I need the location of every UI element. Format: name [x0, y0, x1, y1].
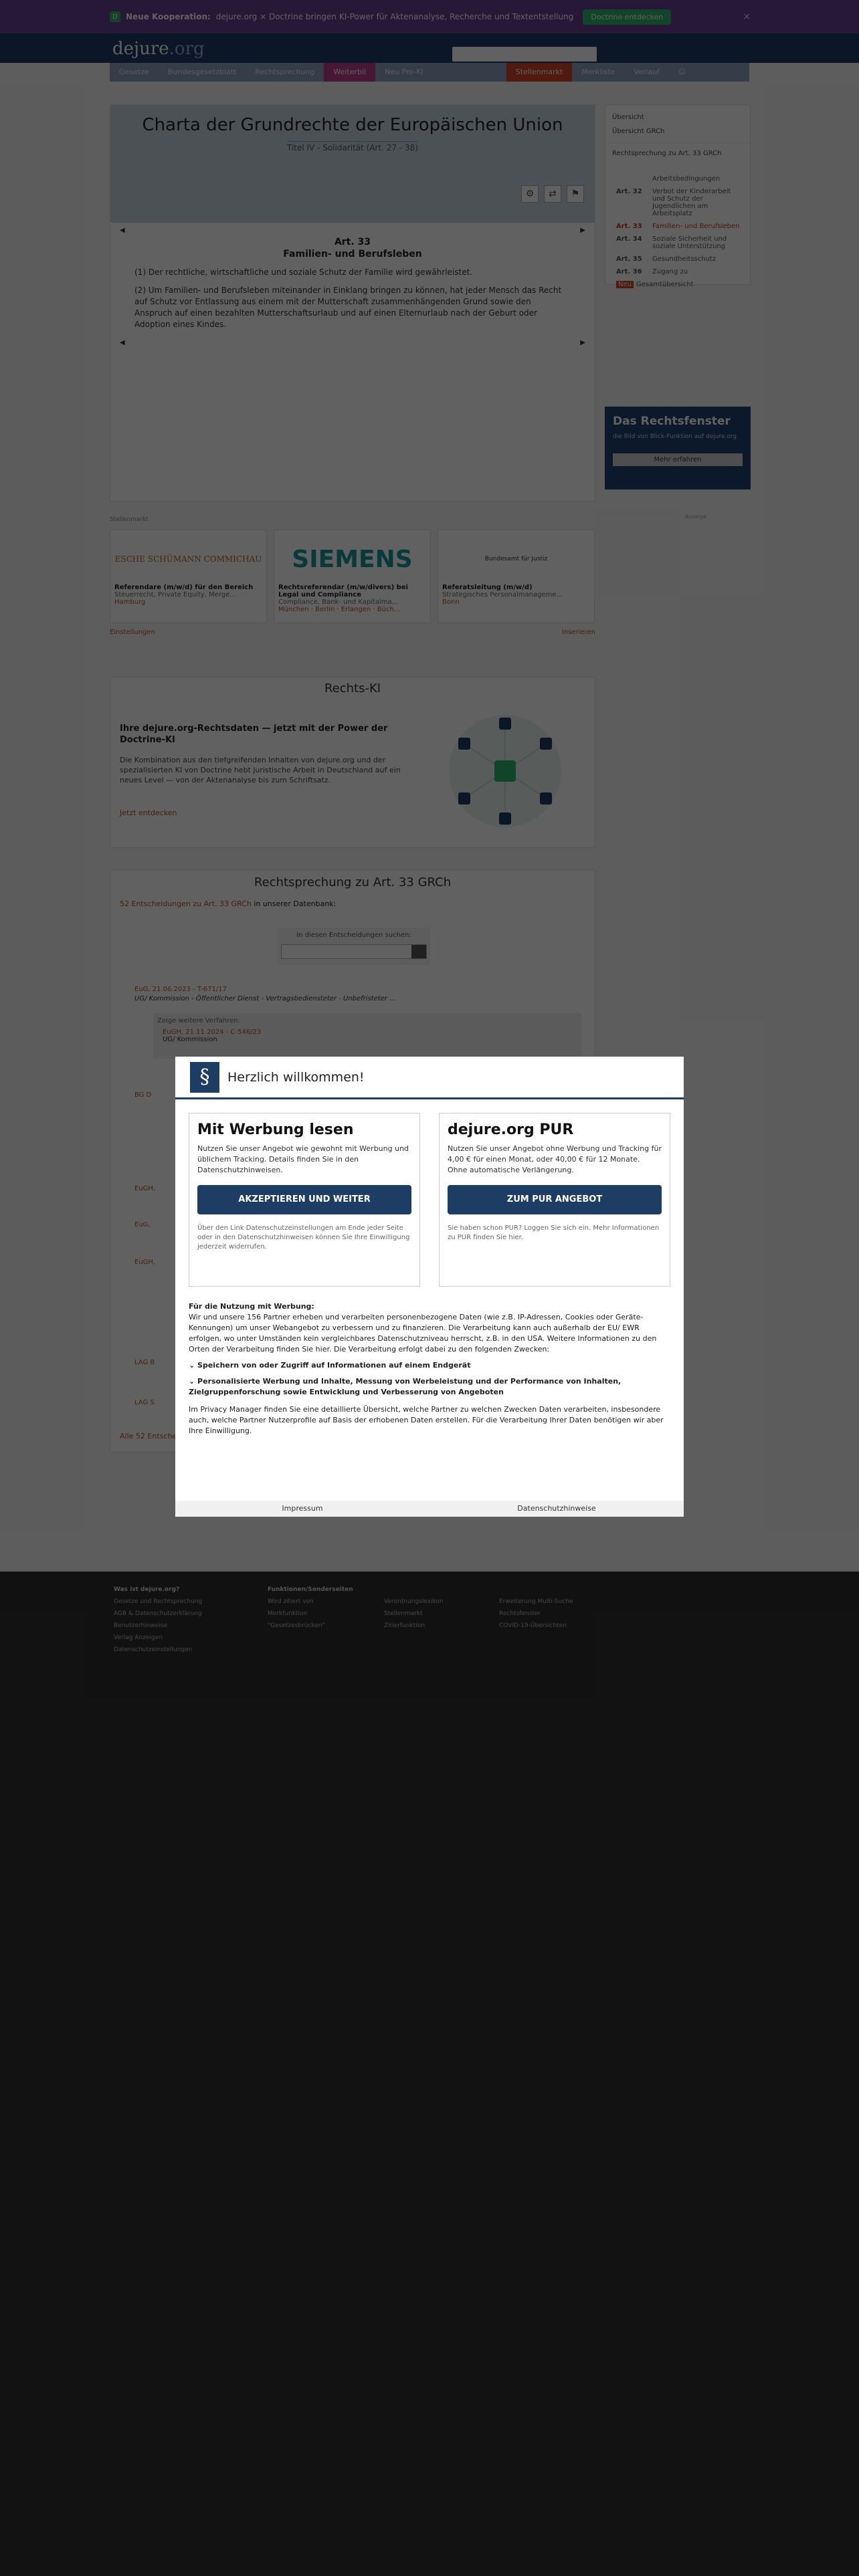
option-with-ads [189, 1113, 420, 1287]
purpose-accordion-2[interactable] [189, 1376, 672, 1398]
usage-title: Für die Nutzung mit Werbung: [189, 1302, 314, 1311]
impressum-link[interactable]: Impressum [282, 1504, 323, 1513]
chevron-down-icon: ⌄ [189, 1361, 198, 1370]
option-pur [439, 1113, 670, 1287]
dejure-logo-icon: § [190, 1062, 219, 1093]
privacy-link[interactable]: Datenschutzhinweise [517, 1504, 596, 1513]
purpose-label: Personalisierte Werbung und Inhalte, Messung von Werbeleistung und der Performance von Inhalten, Zielgruppenforschung sowie Entwicklung und Verbesserung von Angeboten [189, 1377, 622, 1396]
privacy-text: Im Privacy Manager finden Sie eine detaillierte Übersicht, welche Partner zu welchen Zwecken Daten verarbeiten, insbesondere auch, welche Partner Nutzerprofile auf Basis der erhobenen Daten erstellen. Für die Verarbeitung Ihrer Daten benötigen wir aber Ihre Einwilligung. [189, 1405, 664, 1435]
usage-text: Wir und unsere 156 Partner erheben und verarbeiten personenbezogene Daten (wie z.B. IP-Adressen, Cookies oder Geräte-Kennungen) um unser Webangebot zu verbessern und zu finanzieren. Die Verarbeitung kann auch außerhalb der EU/ EWR erfolgen, wo unter Umständen kein vergleichbares Datenschutzniveau herrscht, z.B. in den USA. Weitere Informationen zu den Orten der Verarbeitung finden Sie hier. Die Verarbeitung erfolgt dabei zu den folgenden Zwecken: [189, 1313, 657, 1354]
purpose-label: Speichern von oder Zugriff auf Informationen auf einem Endgerät [197, 1361, 471, 1370]
option1-title: Mit Werbung lesen [197, 1121, 354, 1138]
consent-modal [175, 1057, 684, 1517]
option2-title: dejure.org PUR [448, 1121, 574, 1138]
chevron-down-icon: ⌄ [189, 1377, 198, 1386]
option1-small: Über den Link Datenschutzeinstellungen am Ende jeder Seite oder in den Datenschutzhinweisen können Sie Ihre Einwilligung jederzeit widerrufen. [197, 1224, 410, 1251]
modal-details [189, 1301, 672, 1436]
modal-footer [175, 1501, 684, 1517]
pur-offer-button[interactable]: ZUM PUR ANGEBOT [448, 1185, 662, 1214]
option2-small: Sie haben schon PUR? Loggen Sie sich ein. Mehr Informationen zu PUR finden Sie hier. [448, 1224, 660, 1241]
modal-header [175, 1057, 684, 1099]
purpose-accordion-1[interactable] [189, 1360, 672, 1371]
option2-text: Nutzen Sie unser Angebot ohne Werbung und Tracking für 4,00 € für einen Monat, oder 40,00 € für 12 Monate. Ohne automatische Verlängerung. [448, 1144, 662, 1174]
accept-button[interactable]: AKZEPTIEREN UND WEITER [197, 1185, 411, 1214]
modal-title: Herzlich willkommen! [227, 1069, 365, 1085]
option1-text: Nutzen Sie unser Angebot wie gewohnt mit Werbung und üblichem Tracking. Details finden Sie in den Datenschutzhinweisen. [197, 1144, 409, 1174]
